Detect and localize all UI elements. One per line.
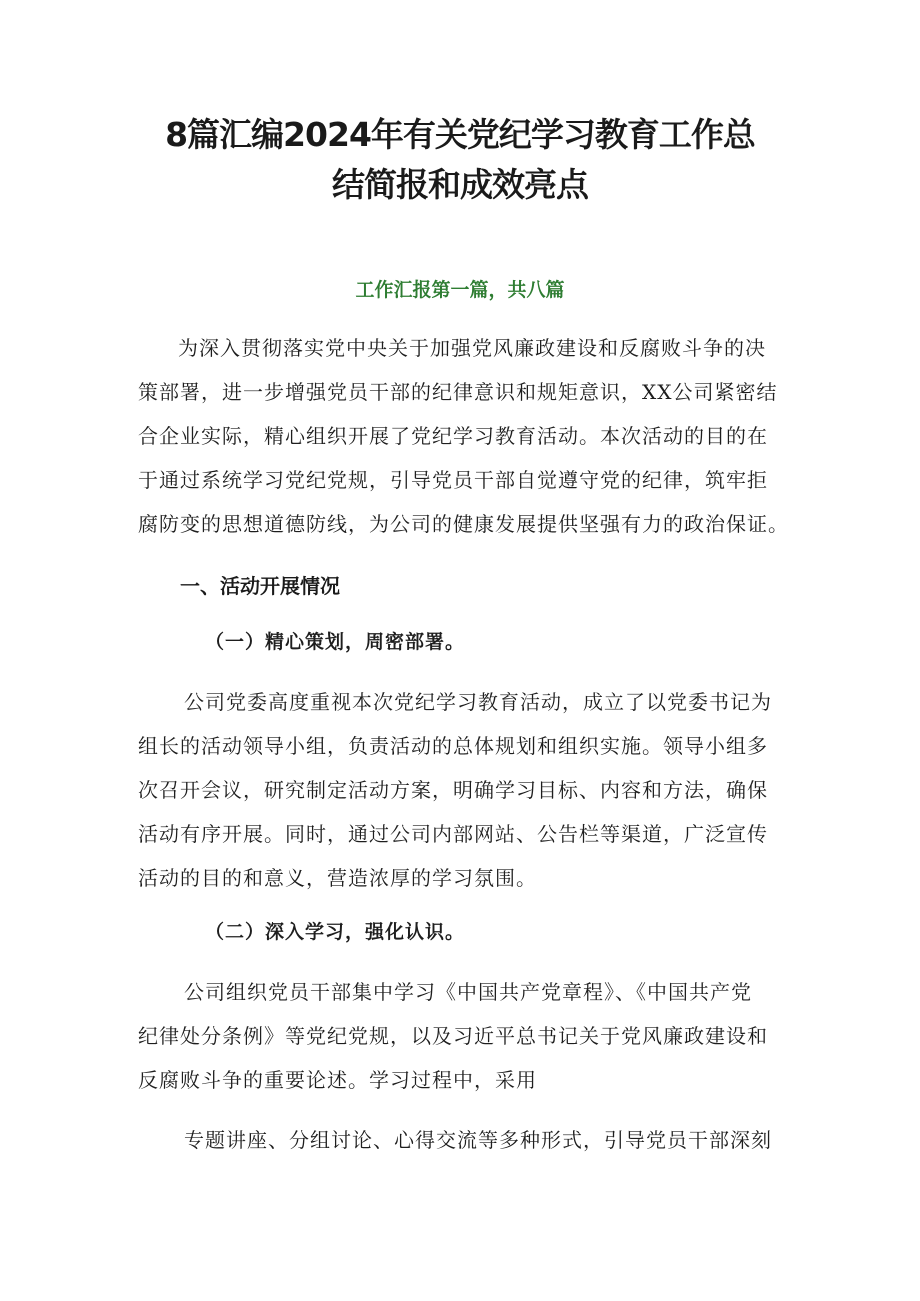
planning-line: 公司党委高度重视本次党纪学习教育活动，成立了以党委书记为 — [184, 690, 772, 714]
planning-line: 活动有序开展。同时，通过公司内部网站、公告栏等渠道，广泛宣传 — [138, 822, 768, 846]
document-subtitle: 工作汇报第一篇，共八篇 — [355, 279, 565, 301]
subsection-heading-planning: （一）精心策划，周密部署。 — [205, 631, 466, 653]
planning-line: 次召开会议，研究制定活动方案，明确学习目标、内容和方法，确保 — [138, 778, 768, 802]
section-heading-activity: 一、活动开展情况 — [180, 574, 340, 598]
document-title-line-2: 结简报和成效亮点 — [332, 165, 588, 204]
study-line: 公司组织党员干部集中学习《中国共产党章程》、《中国共产党 — [184, 980, 752, 1004]
study-continued-paragraph — [138, 1118, 790, 1162]
document-title-line-1: 8篇汇编2024年有关党纪学习教育工作总 — [165, 115, 755, 154]
planning-paragraph — [138, 680, 790, 900]
planning-line: 组长的活动领导小组，负责活动的总体规划和组织实施。领导小组多 — [138, 734, 768, 758]
study-line: 反腐败斗争的重要论述。学习过程中，采用 — [138, 1068, 537, 1092]
study-paragraph — [138, 970, 790, 1102]
intro-line: 腐防变的思想道德防线，为公司的健康发展提供坚强有力的政治保证。 — [138, 512, 789, 536]
intro-paragraph — [138, 326, 790, 546]
subsection-heading-study: （二）深入学习，强化认识。 — [205, 921, 466, 943]
study-continued-line: 专题讲座、分组讨论、心得交流等多种形式，引导党员干部深刻 — [184, 1128, 772, 1152]
intro-line: 合企业实际，精心组织开展了党纪学习教育活动。本次活动的目的在 — [138, 424, 768, 448]
intro-line: 于通过系统学习党纪党规，引导党员干部自觉遵守党的纪律，筑牢拒 — [138, 468, 768, 492]
intro-line: 为深入贯彻落实党中央关于加强党风廉政建设和反腐败斗争的决 — [178, 336, 766, 360]
planning-line: 活动的目的和意义，营造浓厚的学习氛围。 — [138, 866, 537, 890]
intro-line: 策部署，进一步增强党员干部的纪律意识和规矩意识，XX公司紧密结 — [138, 380, 778, 404]
study-line: 纪律处分条例》等党纪党规，以及习近平总书记关于党风廉政建设和 — [138, 1024, 768, 1048]
